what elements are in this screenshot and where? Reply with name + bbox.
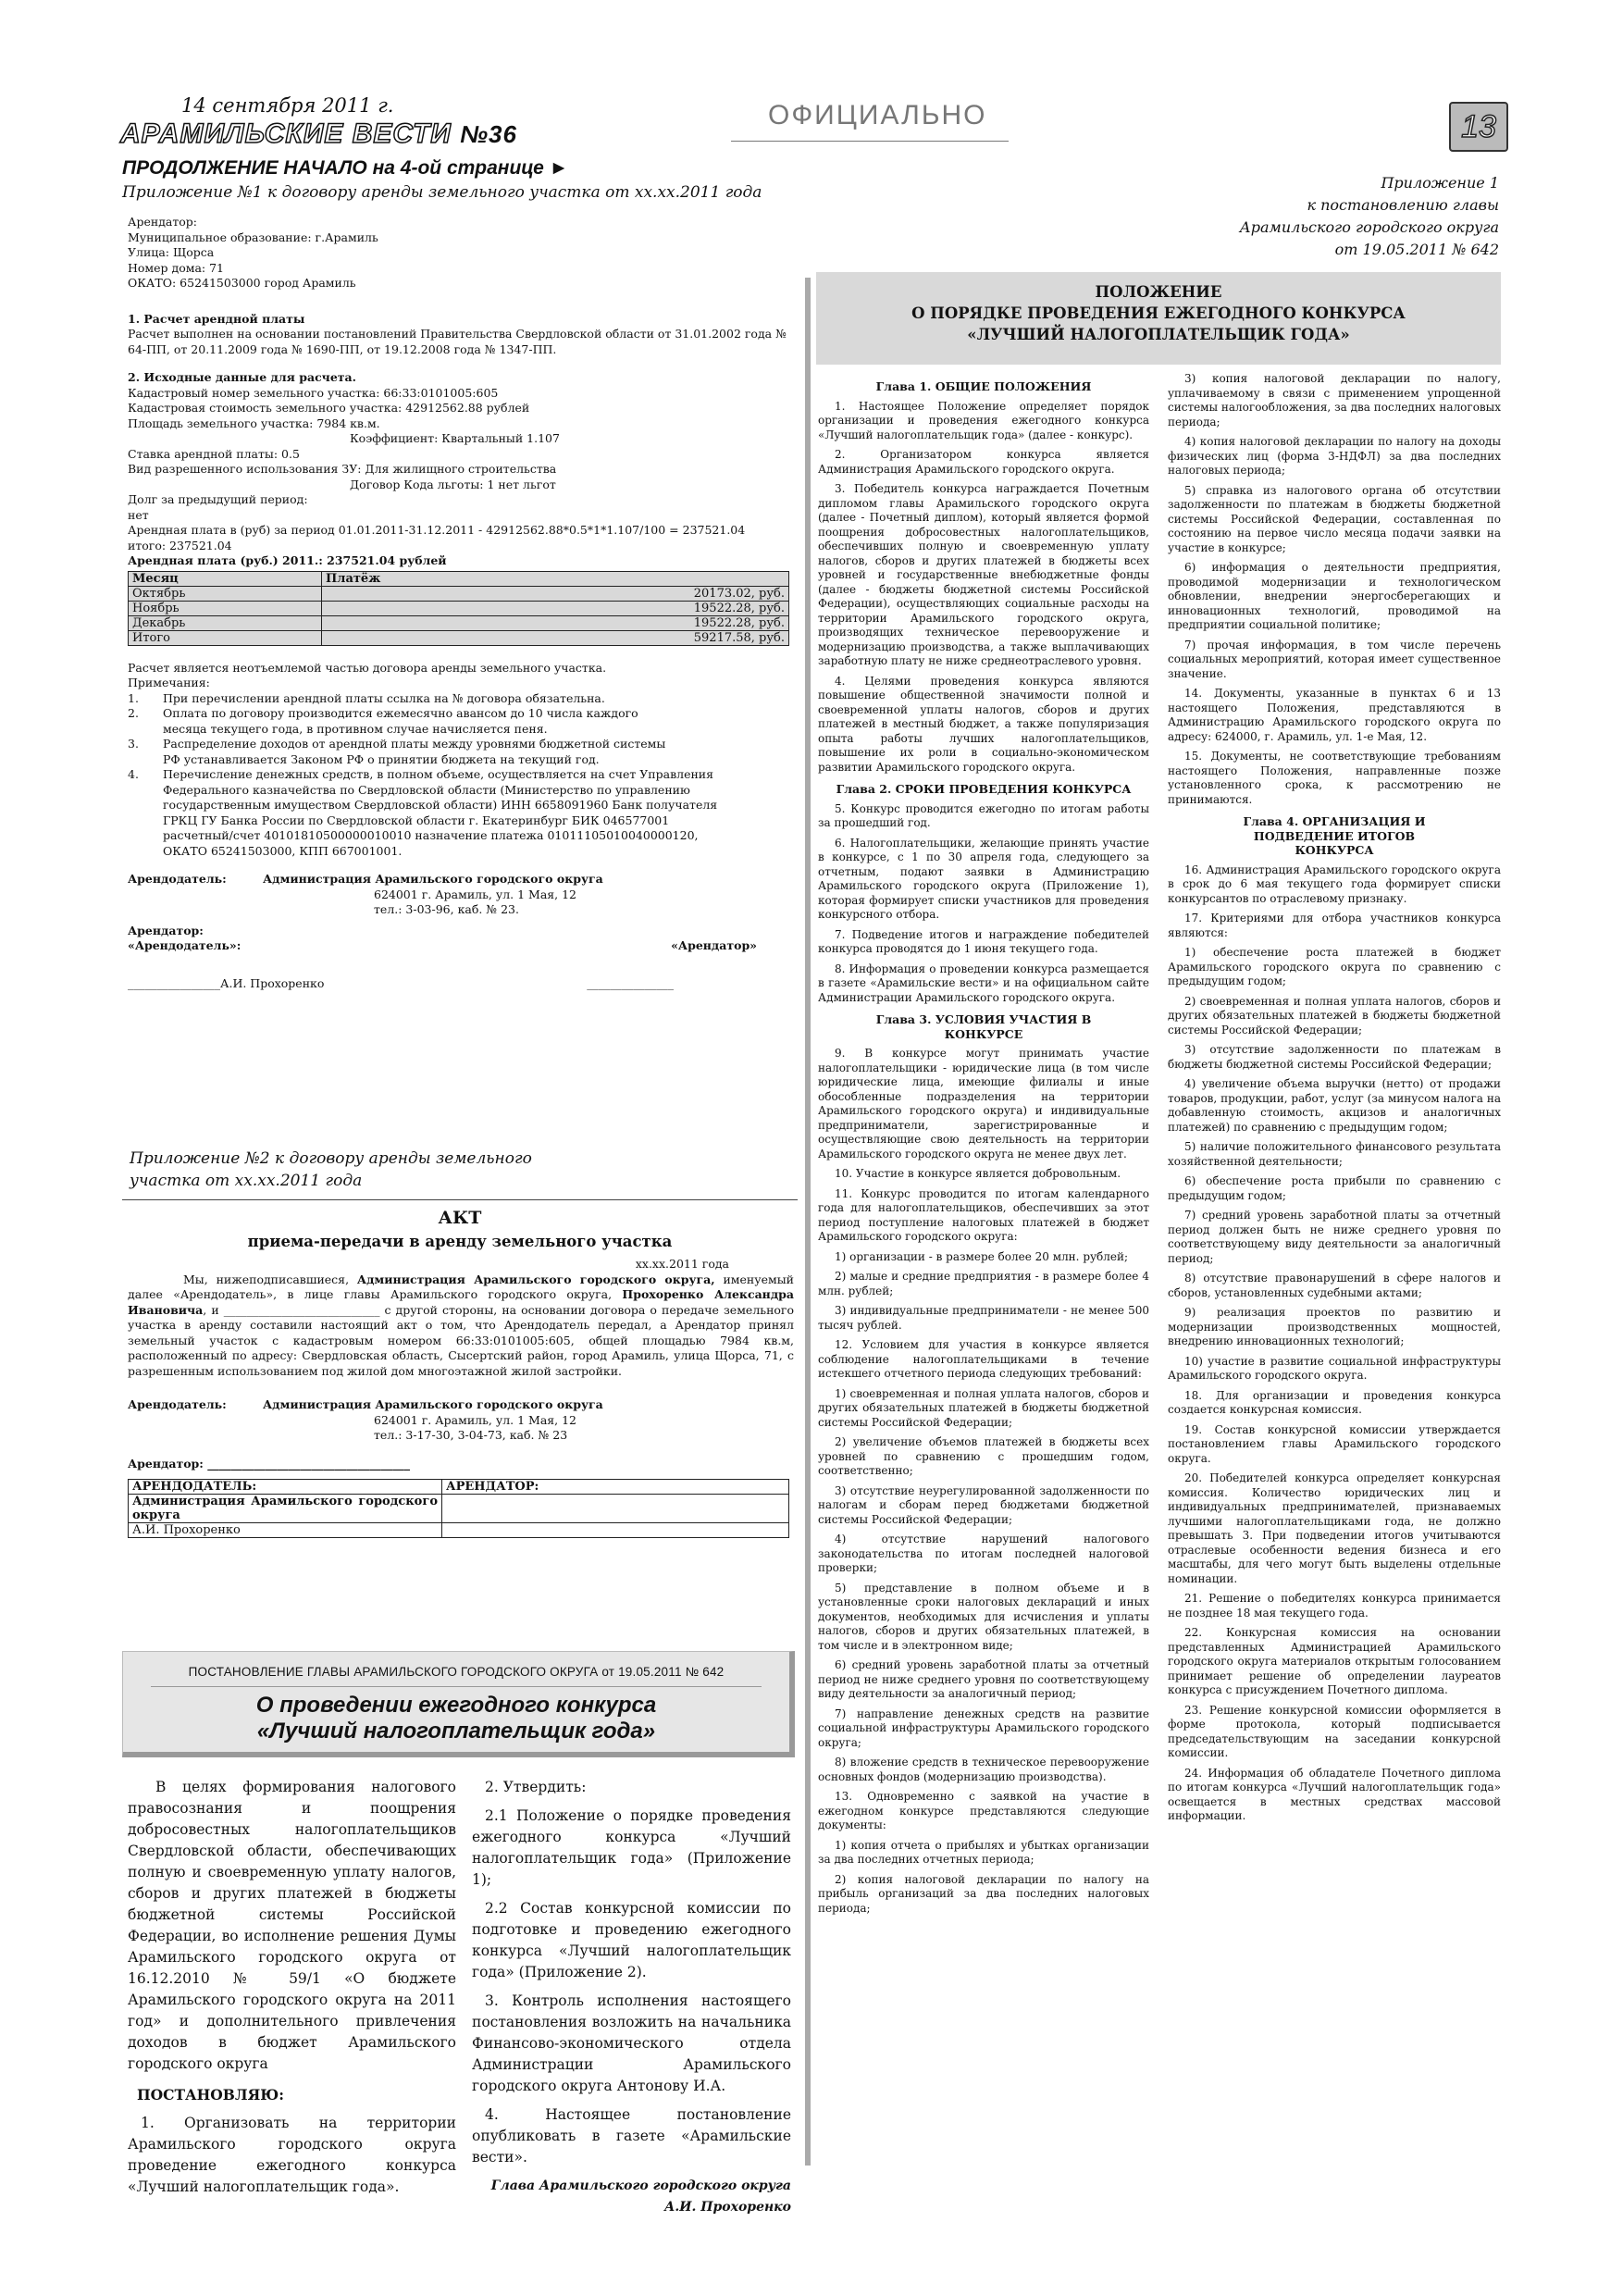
decree-sign-title: Глава Арамильского городского округа	[490, 2178, 791, 2193]
tenant-line: Муниципальное образование: г.Арамиль	[128, 230, 378, 244]
paragraph: 15. Документы, не соответствующие требованиям настоящего Положения, направленные позже установленного срока, к рассмотрению не принимаются.	[1168, 750, 1501, 806]
paragraph: 5) представление в полном объеме и в установленные сроки налоговых деклараций и иных документов, необходимых для исчисления и уплаты налогов, сборов и других обязательных платежей, в том числе и в электронном виде;	[818, 1581, 1149, 1652]
notes-list	[128, 691, 794, 860]
column-separator	[805, 278, 811, 2166]
chapter-heading: Глава 4. ОРГАНИЗАЦИЯ И ПОДВЕДЕНИЕ ИТОГОВ КОНКУРСА	[1243, 814, 1426, 857]
table-row	[129, 586, 789, 601]
formula: Арендная плата в (руб) за период 01.01.2011-31.12.2011 - 42912562.88*0.5*1*1.107/100 = 237521.04	[128, 523, 746, 537]
notes-label: Примечания:	[128, 676, 210, 689]
tenant-line: Арендатор:	[128, 215, 197, 229]
act-tenant-line: Арендатор: ___________________________________	[128, 1456, 410, 1471]
table-cell: Администрация Арамильского городского округа	[129, 1495, 442, 1523]
source-heading: 2. Исходные данные для расчета.	[128, 370, 356, 384]
regulation-title: ПОЛОЖЕНИЕ	[1095, 283, 1222, 301]
appendix1-title: Приложение №1 к договору аренды земельного участка от xx.xx.2011 года	[122, 183, 762, 202]
paragraph: 4) копия налоговой декларации по налогу на доходы физических лиц (форма 3-НДФЛ) за два последних налоговых периода;	[1168, 435, 1501, 477]
paragraph: 22. Конкурсная комиссия на основании представленных Администрацией Арамильского городского округа материалов открытым голосованием принимает решение об определении лауреатов конкурса с присуждением Почетного диплома.	[1168, 1626, 1501, 1696]
calc-heading: 1. Расчет арендной платы	[128, 311, 305, 326]
paragraph: 1) обеспечение роста платежей в бюджет Арамильского городского округа по сравнению с предыдущим годом;	[1168, 946, 1501, 987]
table-cell	[442, 1495, 789, 1523]
paragraph: 1) организации - в размере более 20 млн. рублей;	[835, 1249, 1129, 1263]
issue-date: 14 сентября 2011 г.	[181, 94, 394, 117]
act-text: Мы, нижеподписавшиеся, Администрация Арамильского городского округа, именуемый далее «Арендодатель», в лице главы Арамильского городского округа, Прохоренко Александра Ивановича, и ___________________________ с другой стороны, на основании договора о передаче земельного участка в аренду составили настоящий акт о том, что Арендодатель передал, а Арендатор принял земельный участок с кадастровым номером 66:33:0101005:605, общей площадью 7984 кв.м, расположенный по адресу: Свердловская область, Сысертский район, город Арамиль, улица Щорса, 71, с разрешенным использованием под жилой дом многоэтажной жилой застройки.	[128, 1272, 794, 1378]
appendix2-title: Приложение №2 к договору аренды земельного участка от xx.xx.2011 года	[130, 1149, 532, 1190]
paragraph: 3) отсутствие задолженности по платежам в бюджеты бюджетной системы Российской Федерации;	[1168, 1043, 1501, 1071]
appendix-line: к постановлению главы	[1307, 196, 1499, 214]
source-line: Кадастровая стоимость земельного участка: 42912562.88 рублей	[128, 401, 530, 415]
regulation-title: «ЛУЧШИЙ НАЛОГОПЛАТЕЛЬЩИК ГОДА»	[967, 326, 1350, 343]
paragraph: 1. Настоящее Положение определяет порядок организации и проведения ежегодного конкурса «Лучший налогоплательщик года» (далее - конкурс).	[818, 399, 1149, 441]
paragraph: 1) копия отчета о прибылях и убытках организации за два последних отчетных периода;	[818, 1838, 1149, 1866]
page-number-badge	[1449, 102, 1508, 152]
table-row	[129, 1495, 789, 1523]
paragraph: 24. Информация об обладателе Почетного диплома по итогам конкурса «Лучший налогоплательщик года» освещается в местных средствах массовой информации.	[1168, 1766, 1501, 1822]
tenant-line: ОКАТО: 65241503000 город Арамиль	[128, 276, 356, 290]
regulation-left-column	[818, 372, 1149, 1921]
issue-number: №36	[460, 120, 517, 148]
paragraph: 6) обеспечение роста прибыли по сравнению с предыдущим годом;	[1168, 1174, 1501, 1202]
paragraph: 17. Критериями для отбора участников конкурса являются:	[1168, 912, 1501, 939]
paragraph: 7) средний уровень заработной платы за отчетный период должен быть не ниже среднего уровня по соответствующему виду деятельности за аналогичный период;	[1168, 1209, 1501, 1265]
table-header: Месяц	[129, 571, 322, 586]
paragraph: 20. Победителей конкурса определяет конкурсная комиссия. Количество юридических лиц и индивидуальных предпринимателей, признаваемых лучшими налогоплательщиками года, не должно превышать 3. При подведении итогов учитываются отраслевые особенности ведения бизнеса и его масштабы, для чего могут быть выделены отдельные номинации.	[1168, 1471, 1501, 1585]
chapter-heading: Глава 2. СРОКИ ПРОВЕДЕНИЯ КОНКУРСА	[836, 782, 1132, 796]
paragraph: 9. В конкурсе могут принимать участие налогоплательщики - юридические лица (в том числе юридические лица, имеющие филиалы и иные обособленные подразделения на территории Арамильского городского округа) и индивидуальные предприниматели, зарегистрированные и осуществляющие свою деятельность на территории Арамильского городского округа не менее двух лет.	[818, 1047, 1149, 1160]
lessor-phone: тел.: 3-03-96, каб. № 23.	[374, 902, 519, 916]
list-item: 1. При перечислении арендной платы ссылка на № договора обязательна.	[128, 690, 605, 705]
signature-lines	[128, 976, 674, 992]
benefit: Договор Кода льготы: 1 нет льгот	[350, 477, 556, 491]
paragraph: 7) прочая информация, в том числе перечень социальных мероприятий, которая имеет существенное значение.	[1168, 638, 1501, 680]
act-subtitle: приема-передачи в аренду земельного участка	[247, 1233, 673, 1250]
appendix-line: Приложение 1	[1381, 174, 1499, 192]
paragraph: 18. Для организации и проведения конкурса создается конкурсная комиссия.	[1168, 1388, 1501, 1416]
paragraph: 4) увеличение объема выручки (нетто) от продажи товаров, продукции, работ, услуг (за минусом налога на добавленную стоимость, акцизов и аналогичных платежей) по сравнению с предыдущим годом;	[1168, 1077, 1501, 1134]
source-line: Площадь земельного участка: 7984 кв.м.	[128, 416, 380, 430]
regulation-right-column	[1168, 372, 1501, 1830]
paragraph: 23. Решение конкурсной комиссии оформляется в форме протокола, который подписывается председательствующим на заседании конкурсной комиссии.	[1168, 1703, 1501, 1759]
paragraph: 8) вложение средств в техническое перевооружение основных фондов (модернизацию производства).	[818, 1756, 1149, 1783]
list-item: 4. Перечисление денежных средств, в полном объеме, осуществляется на счет Управления Федерального казначейства по Свердловской области (Министерство по управлению государственным имуществом Свердловской области) ИНН 6658091960 Банк получателя ГРКЦ ГУ Банка России по Свердловской области г. Екатеринбург БИК 046577001 расчетный/счет 40101810500000010010 назначение платежа 01011105010040000120, ОКАТО 65241503000, КПП 667001001.	[128, 767, 718, 858]
paragraph: 8) отсутствие правонарушений в сфере налогов и сборов, установленных судебными актами;	[1168, 1272, 1501, 1299]
table-cell: Ноябрь	[129, 601, 322, 615]
table-header: АРЕНДАТОР:	[442, 1480, 789, 1495]
source-line: Кадастровый номер земельного участка: 66:33:0101005:605	[128, 385, 499, 400]
table-row	[129, 601, 789, 615]
table-cell	[442, 1523, 789, 1538]
rate: Ставка арендной платы: 0.5	[128, 446, 300, 461]
calc-text: Расчет выполнен на основании постановлений Правительства Свердловской области от 31.01.2002 года № 64-ПП, от 20.11.2009 года № 1690-ПП, от 19.12.2008 года № 1347-ПП.	[128, 327, 787, 356]
paragraph: 5. Конкурс проводится ежегодно по итогам работы за прошедший год.	[818, 801, 1149, 829]
table-cell: Итого	[129, 630, 322, 645]
section-underline	[731, 141, 1009, 142]
paragraph: 16. Администрация Арамильского городского округа в срок до 6 мая текущего года формирует списки конкурсантов по отраслевому признаку.	[1168, 863, 1501, 905]
debt-value: нет	[128, 507, 149, 522]
table-row	[129, 615, 789, 630]
appendix1-body	[128, 215, 794, 991]
paragraph: 3) индивидуальные предприниматели - не менее 500 тысяч рублей.	[818, 1304, 1149, 1332]
decree-intro: В целях формирования налогового правосознания и поощрения добросовестных налогоплательщиков Свердловской области, обеспечивающих полную и своевременную уплату налогов, сборов и других платежей в бюджеты бюджетной системы Российской Федерации, во исполнение решения Думы Арамильского городского округа от 16.12.2010 № 59/1 «О бюджете Арамильского городского округа на 2011 год» и дополнительного привлечения доходов в бюджет Арамильского городского округа	[128, 1779, 456, 2072]
list-item: 2. Оплата по договору производится ежемесячно авансом до 10 числа каждого месяца текущего года, в противном случае начисляется пеня.	[128, 706, 638, 736]
decree-item-1: 1. Организовать на территории Арамильского городского округа проведение ежегодного конкурса «Лучший налогоплательщик года».	[128, 2115, 456, 2195]
decree-item-2-2: 2.2 Состав конкурсной комиссии по подготовке и проведению ежегодного конкурса «Лучший налогоплательщик года» (Приложение 2).	[472, 1900, 791, 1980]
table-cell: А.И. Прохоренко	[129, 1523, 442, 1538]
page-number: 13	[1461, 109, 1496, 144]
paragraph: 7) направление денежных средств на развитие социальной инфраструктуры Арамильского городского округа;	[818, 1706, 1149, 1749]
note: Расчет является неотъемлемой частью договора аренды земельного участка.	[128, 660, 607, 675]
table-header-row	[129, 1480, 789, 1495]
paragraph: 2. Организатором конкурса является Администрация Арамильского городского округа.	[818, 448, 1149, 476]
tenant-quote: «Арендатор»	[671, 938, 757, 952]
table-cell: 19522.28, руб.	[322, 615, 789, 630]
signature-labels	[128, 938, 757, 954]
paragraph: 5) наличие положительного финансового результата хозяйственной деятельности;	[1168, 1140, 1501, 1168]
decree-sign-name: А.И. Прохоренко	[663, 2200, 791, 2215]
act-date: xx.xx.2011 года	[635, 1257, 729, 1271]
decree-divider	[151, 1686, 762, 1687]
regulation-title-box	[816, 272, 1501, 365]
decree-item-3: 3. Контроль исполнения настоящего постановления возложить на начальника Финансово-экономического отдела Администрации Арамильского городского округа Антонову И.А.	[472, 1992, 791, 2094]
table-row	[129, 1523, 789, 1538]
paragraph: 12. Условием для участия в конкурсе является соблюдение налогоплательщиками в течение истекшего отчетного периода следующих требований:	[818, 1338, 1149, 1380]
act-body	[128, 1257, 794, 1538]
regulation-appendix-note	[1231, 172, 1499, 261]
decree-resolve: ПОСТАНОВЛЯЮ:	[137, 2086, 284, 2104]
list-item: 3. Распределение доходов от арендной платы между уровнями бюджетной системы РФ устанавливается Законом РФ о принятии бюджета на текущий год.	[128, 737, 666, 766]
paragraph: 8. Информация о проведении конкурса размещается в газете «Арамильские вести» и на официальном сайте Администрации Арамильского городского округа.	[818, 962, 1149, 1004]
table-cell: Декабрь	[129, 615, 322, 630]
paragraph: 6) информация о деятельности предприятия, проводимой модернизации и технологическом обновлении, внедрении энергосберегающих и инновационных технологий, проводимой на предприятии социальной политике;	[1168, 561, 1501, 631]
act-lessor-block	[128, 1397, 794, 1444]
paragraph: 2) своевременная и полная уплата налогов, сборов и других обязательных платежей в бюджеты бюджетной системы Российской Федерации;	[1168, 994, 1501, 1036]
annual-rent: Арендная плата (руб.) 2011.: 237521.04 рублей	[128, 553, 447, 567]
paragraph: 1) своевременная и полная уплата налогов, сборов и других обязательных платежей в бюджеты бюджетной системы Российской Федерации;	[818, 1386, 1149, 1429]
lessor-name: Администрация Арамильского городского округа	[263, 1397, 603, 1411]
table-header-row	[129, 571, 789, 586]
paragraph: 13. Одновременно с заявкой на участие в ежегодном конкурсе представляются следующие документы:	[818, 1790, 1149, 1831]
decree-header-box	[122, 1651, 795, 1757]
decree-item-2-1: 2.1 Положение о порядке проведения ежегодного конкурса «Лучший налогоплательщик года» (Приложение 1);	[472, 1807, 791, 1888]
table-header: Платёж	[322, 571, 789, 586]
paragraph: 14. Документы, указанные в пунктах 6 и 13 настоящего Положения, представляются в Администрацию Арамильского городского округа по адресу: 624000, г. Арамиль, ул. 1-е Мая, 12.	[1168, 687, 1501, 743]
decree-item-2: 2. Утвердить:	[485, 1779, 587, 1795]
appendix-line: от 19.05.2011 № 642	[1334, 241, 1499, 258]
signature-table	[128, 1479, 789, 1538]
paragraph: 9) реализация проектов по развитию и модернизации производственных мощностей, внедрению инновационных технологий;	[1168, 1306, 1501, 1347]
paragraph: 19. Состав конкурсной комиссии утверждается постановлением главы Арамильского городского округа.	[1168, 1422, 1501, 1465]
lessor-label: Арендодатель:	[128, 1397, 227, 1411]
continuation-note: ПРОДОЛЖЕНИЕ НАЧАЛО на 4-ой странице ►	[122, 157, 569, 179]
appendix-line: Арамильского городского округа	[1239, 218, 1499, 236]
decree-title: О проведении ежегодного конкурса	[255, 1693, 657, 1718]
lessor-block	[128, 872, 794, 918]
act-divider	[122, 1199, 798, 1200]
paragraph: 10) участие в развитие социальной инфраструктуры Арамильского городского округа.	[1168, 1354, 1501, 1382]
act-title: АКТ	[438, 1208, 482, 1228]
paper-name	[120, 118, 517, 150]
paragraph: 11. Конкурс проводится по итогам календарного года для налогоплательщиков, обеспечивших за этот период поступление налоговых платежей в бюджет Арамильского городского округа:	[818, 1186, 1149, 1243]
lessor-label: Арендодатель:	[128, 872, 227, 886]
paragraph: 10. Участие в конкурсе является добровольным.	[835, 1167, 1121, 1180]
paragraph: 3) копия налоговой декларации по налогу, уплачиваемому в связи с применением упрощенной системы налогообложения, за два последних налоговых периода;	[1168, 372, 1501, 428]
decree-body-right	[472, 1777, 791, 2218]
payment-table	[128, 571, 789, 646]
debt-label: Долг за предыдущий период:	[128, 492, 308, 506]
tenant-line: Улица: Щорса	[128, 245, 215, 259]
usage: Вид разрешенного использования ЗУ: Для жилищного строительства	[128, 462, 557, 476]
paragraph: 4. Целями проведения конкурса являются повышение общественной значимости полной и своевременной уплаты налогов, сборов и других платежей в местный бюджет, а также популяризация опыта работы лучших налогоплательщиков, повышение их роли в социально-экономическом развитии Арамильского городского округа.	[818, 674, 1149, 774]
chapter-heading: Глава 1. ОБЩИЕ ПОЛОЖЕНИЯ	[875, 379, 1092, 393]
paragraph: 3) отсутствие неурегулированной задолженности по налогам и сборам перед бюджетами бюджетной системы Российской Федерации;	[818, 1483, 1149, 1526]
paragraph: 2) копия налоговой декларации по налогу на прибыль организаций за два последних налоговых периода;	[818, 1872, 1149, 1915]
paragraph: 5) справка из налогового органа об отсутствии задолженности по платежам в бюджеты бюджетной системы Российской Федерации, составленная по состоянию на первое число месяца подачи заявки на участие в конкурсе;	[1168, 483, 1501, 554]
decree-body-left	[128, 1777, 456, 2198]
table-cell: 20173.02, руб.	[322, 586, 789, 601]
lessor-address: 624001 г. Арамиль, ул. 1 Мая, 12	[374, 887, 577, 901]
paragraph: 21. Решение о победителях конкурса принимается не позднее 18 мая текущего года.	[1168, 1592, 1501, 1620]
paragraph: 6) средний уровень заработной платы за отчетный период не ниже среднего уровня по соответствующему виду деятельности за аналогичный период;	[818, 1658, 1149, 1700]
tenant-label: Арендатор:	[128, 923, 204, 937]
paragraph: 3. Победитель конкурса награждается Почетным дипломом главы Арамильского городского округа (далее - Почетный диплом), который является формой поощрения добросовестных налогоплательщиков, обеспечивших полную и своевременную уплату налогов, сборов и других платежей в бюджеты всех уровней и государственные внебюджетные фонды (далее - бюджеты бюджетной системы Российской Федерации), осуществляющих социальные расходы на территории Арамильского городского округа, производящих техническое перевооружение и модернизацию производства, а также выплачивающих заработную плату не ниже среднеотраслевого уровня.	[818, 482, 1149, 667]
paragraph: 6. Налогоплательщики, желающие принять участие в конкурсе, с 1 по 30 апреля года, следующего за отчетным, подают заявки в Администрацию Арамильского городского округа (Приложение 1), которая формирует списки участников для проведения конкурсного отбора.	[818, 836, 1149, 921]
lessor-quote: «Арендодатель»:	[128, 938, 242, 952]
table-row	[129, 630, 789, 645]
lessor-name: Администрация Арамильского городского округа	[263, 872, 603, 886]
paragraph: 2) увеличение объемов платежей в бюджеты всех уровней по сравнению с прошедшим годом, соответственно;	[818, 1435, 1149, 1477]
signature-blank: _______________	[587, 975, 674, 990]
lessor-phone: тел.: 3-17-30, 3-04-73, каб. № 23	[374, 1428, 568, 1442]
chapter-heading: Глава 3. УСЛОВИЯ УЧАСТИЯ В КОНКУРСЕ	[875, 1012, 1092, 1041]
paragraph: 2) малые и средние предприятия - в размере более 4 млн. рублей;	[818, 1270, 1149, 1297]
total: итого: 237521.04	[128, 538, 232, 552]
decree-title: «Лучший налогоплательщик года»	[256, 1719, 656, 1744]
signature-name: ________________А.И. Прохоренко	[128, 975, 325, 990]
decree-header: ПОСТАНОВЛЕНИЕ ГЛАВЫ АРАМИЛЬСКОГО ГОРОДСКОГО ОКРУГА от 19.05.2011 № 642	[188, 1665, 725, 1679]
table-cell: Октябрь	[129, 586, 322, 601]
table-cell: 19522.28, руб.	[322, 601, 789, 615]
regulation-title: О ПОРЯДКЕ ПРОВЕДЕНИЯ ЕЖЕГОДНОГО КОНКУРСА	[911, 304, 1406, 322]
paragraph: 4) отсутствие нарушений налогового законодательства по итогам последней налоговой проверки;	[818, 1533, 1149, 1574]
section-title: ОФИЦИАЛЬНО	[768, 100, 987, 130]
decree-item-4: 4. Настоящее постановление опубликовать в газете «Арамильские вести».	[472, 2106, 791, 2166]
table-cell: 59217.58, руб.	[322, 630, 789, 645]
table-header: АРЕНДОДАТЕЛЬ:	[129, 1480, 442, 1495]
coefficient: Коэффициент: Квартальный 1.107	[350, 431, 560, 445]
tenant-line: Номер дома: 71	[128, 260, 225, 275]
paper-title: АРАМИЛЬСКИЕ ВЕСТИ	[120, 118, 452, 149]
paragraph: 7. Подведение итогов и награждение победителей конкурса проводятся до 1 июня текущего года.	[818, 927, 1149, 955]
lessor-address: 624001 г. Арамиль, ул. 1 Мая, 12	[374, 1412, 577, 1427]
